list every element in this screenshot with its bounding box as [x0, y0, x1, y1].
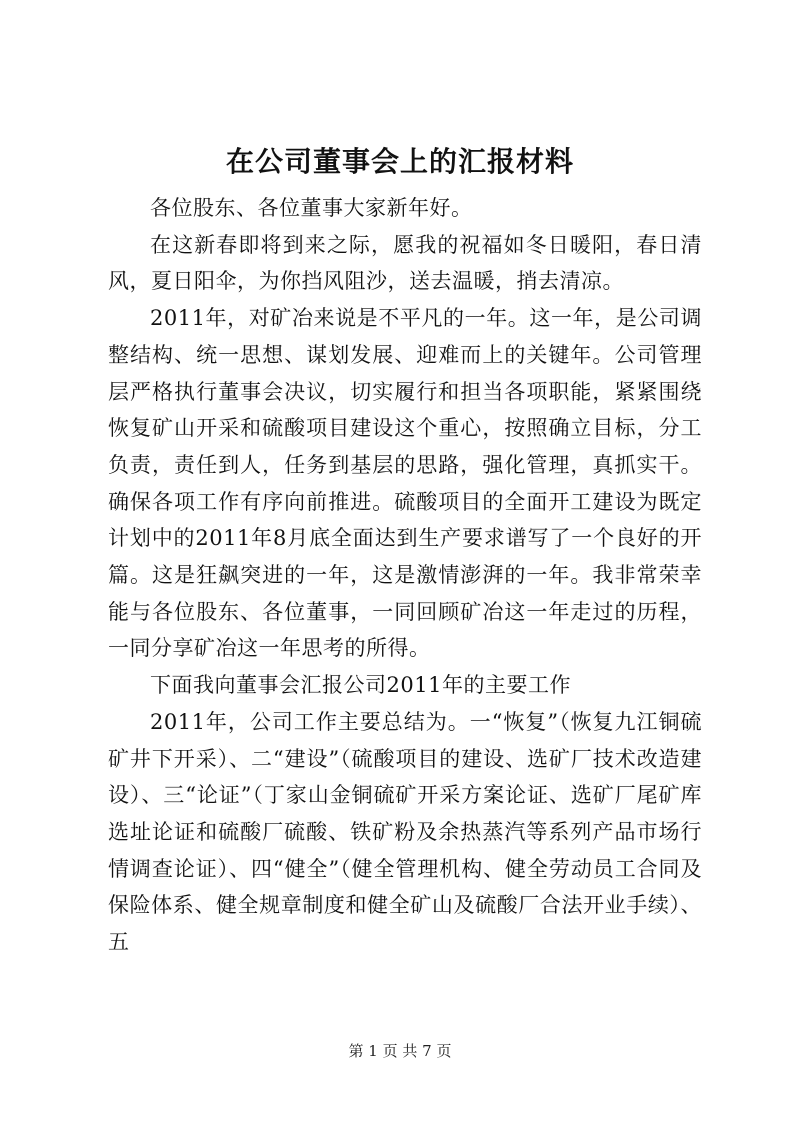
- page-footer: 第 1 页 共 7 页: [348, 1042, 452, 1060]
- paragraph-year-review: 2011年，对矿冶来说是不平凡的一年。这一年，是公司调整结构、统一思想、谋划发展、迎难而上的关键年。公司管理层严格执行董事会决议，切实履行和担当各项职能，紧紧围绕恢复矿山开采和硫酸项目建设这个重心，按照确立目标，分工负责，责任到人，任务到基层的思路，强化管理，真抓实干。确保各项工作有序向前推进。硫酸项目的全面开工建设为既定计划中的2011年8月底全面达到生产要求谱写了一个良好的开篇。这是狂飙突进的一年，这是激情澎湃的一年。我非常荣幸能与各位股东、各位董事，一同回顾矿冶这一年走过的历程，一同分享矿冶这一年思考的所得。: [108, 306, 702, 661]
- document-body: [108, 190, 702, 961]
- paragraph-wishes: 在这新春即将到来之际，愿我的祝福如冬日暖阳，春日清风，夏日阳伞，为你挡风阻沙，送去温暖，捎去清凉。: [108, 232, 702, 294]
- document-title: 在公司董事会上的汇报材料: [225, 145, 574, 178]
- paragraph-greeting: 各位股东、各位董事大家新年好。: [150, 196, 473, 220]
- paragraph-work-summary: 2011年，公司工作主要总结为。一“恢复”（恢复九江铜硫矿井下开采）、二“建设”（硫酸项目的建设、选矿厂技术改造建设）、三“论证”（丁家山金铜硫矿开采方案论证、选矿厂尾矿库选址论证和硫酸厂硫酸、铁矿粉及余热蒸汽等系列产品市场行情调查论证）、四“健全”（健全管理机构、健全劳动员工合同及保险体系、健全规章制度和健全矿山及硫酸厂合法开业手续）、五: [108, 709, 702, 955]
- paragraph-report-intro: 下面我向董事会汇报公司2011年的主要工作: [150, 673, 571, 698]
